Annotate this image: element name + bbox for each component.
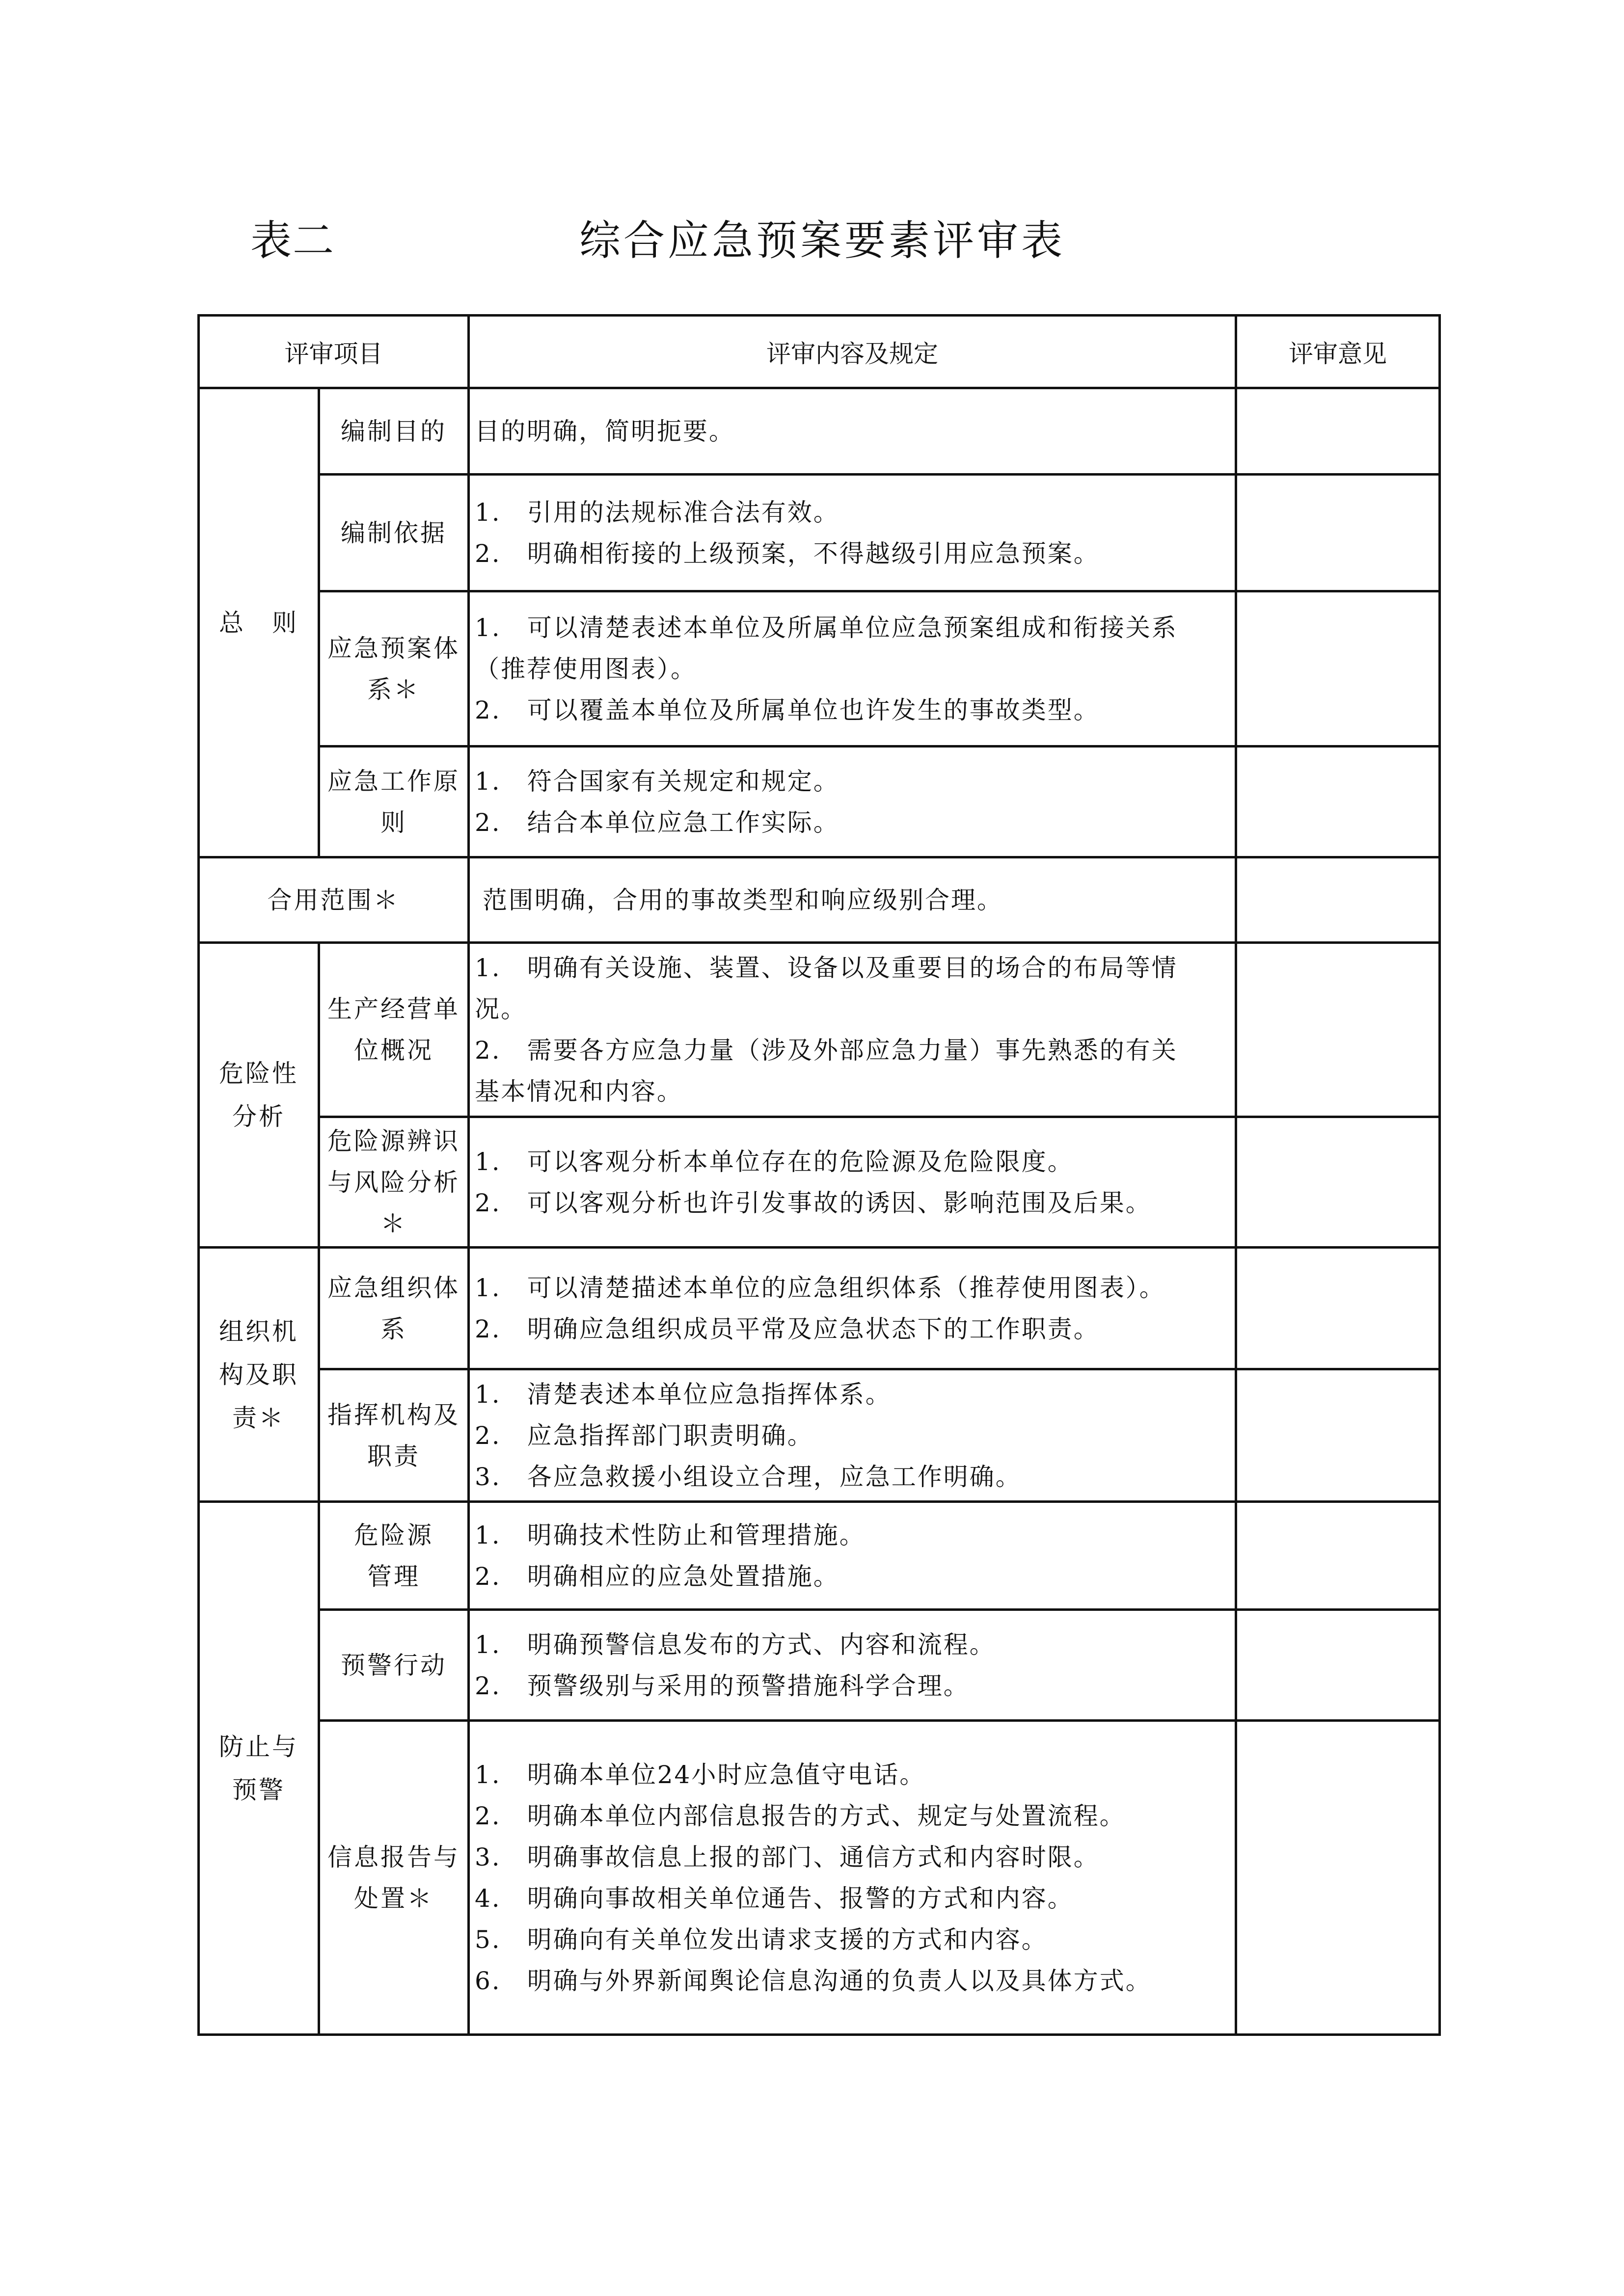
content-cell bbox=[469, 747, 1236, 857]
content-line: 1. 明确技术性防止和管理措施。 bbox=[475, 1521, 866, 1549]
table-row bbox=[199, 1502, 1440, 1610]
opinion-cell bbox=[1236, 1369, 1440, 1502]
content-cell bbox=[469, 1610, 1236, 1721]
content-line: 2. 明确相衔接的上级预案，不得越级引用应急预案。 bbox=[475, 539, 1100, 568]
content-line: 2. 明确相应的应急处置措施。 bbox=[475, 1562, 839, 1591]
table-title: 综合应急预案要素评审表 bbox=[579, 216, 1066, 265]
content-line: 目的明确，简明扼要。 bbox=[475, 417, 735, 446]
content-line: 1. 引用的法规标准合法有效。 bbox=[475, 498, 839, 527]
content-cell bbox=[469, 1248, 1236, 1369]
content-cell bbox=[469, 943, 1236, 1117]
opinion-cell bbox=[1236, 475, 1440, 591]
content-line: 4. 明确向事故相关单位通告、报警的方式和内容。 bbox=[475, 1884, 1074, 1913]
category-general: 总 则 bbox=[199, 388, 319, 857]
item-label: 应急组织体系 bbox=[319, 1248, 469, 1369]
content-line: 1. 明确预警信息发布的方式、内容和流程。 bbox=[475, 1630, 996, 1659]
opinion-cell bbox=[1236, 1610, 1440, 1721]
opinion-cell bbox=[1236, 1248, 1440, 1369]
opinion-cell bbox=[1236, 591, 1440, 747]
content-line: 6. 明确与外界新闻舆论信息沟通的负责人以及具体方式。 bbox=[475, 1966, 1152, 1995]
content-cell bbox=[469, 1502, 1236, 1610]
content-line: 况。 bbox=[475, 995, 527, 1023]
item-label: 编制目的 bbox=[319, 388, 469, 475]
content-line: 范围明确，合用的事故类型和响应级别合理。 bbox=[483, 885, 1003, 914]
content-line: 基本情况和内容。 bbox=[475, 1077, 683, 1106]
content-line: 1. 可以清楚表述本单位及所属单位应急预案组成和衔接关系 bbox=[475, 613, 1178, 642]
category-hazard: 危险性分析 bbox=[199, 943, 319, 1248]
item-label-scope: 合用范围＊ bbox=[199, 857, 469, 943]
content-line: 1. 可以清楚描述本单位的应急组织体系（推荐使用图表）。 bbox=[475, 1273, 1165, 1302]
table-row bbox=[199, 388, 1440, 475]
table-row bbox=[199, 475, 1440, 591]
table-row bbox=[199, 1369, 1440, 1502]
document-title bbox=[0, 211, 1624, 270]
opinion-cell bbox=[1236, 1117, 1440, 1248]
content-line: 1. 明确有关设施、装置、设备以及重要目的场合的布局等情 bbox=[475, 954, 1178, 982]
content-line: 2. 预警级别与采用的预警措施科学合理。 bbox=[475, 1671, 970, 1700]
content-cell bbox=[469, 1369, 1236, 1502]
content-cell bbox=[469, 857, 1236, 943]
opinion-cell bbox=[1236, 943, 1440, 1117]
opinion-cell bbox=[1236, 388, 1440, 475]
content-cell bbox=[469, 1721, 1236, 2035]
content-line: 2. 明确应急组织成员平常及应急状态下的工作职责。 bbox=[475, 1314, 1100, 1343]
content-line: 1. 清楚表述本单位应急指挥体系。 bbox=[475, 1380, 892, 1409]
table-row bbox=[199, 1721, 1440, 2035]
content-line: 1. 可以客观分析本单位存在的危险源及危险限度。 bbox=[475, 1147, 1074, 1176]
review-table bbox=[197, 314, 1441, 2036]
category-organization: 组织机构及职责＊ bbox=[199, 1248, 319, 1502]
item-label: 预警行动 bbox=[319, 1610, 469, 1721]
content-cell bbox=[469, 388, 1236, 475]
content-line: 1. 明确本单位24小时应急值守电话。 bbox=[475, 1760, 926, 1789]
opinion-cell bbox=[1236, 857, 1440, 943]
header-review-opinion: 评审意见 bbox=[1236, 316, 1440, 388]
opinion-cell bbox=[1236, 1721, 1440, 2035]
header-review-content: 评审内容及规定 bbox=[469, 316, 1236, 388]
item-label: 应急预案体系＊ bbox=[319, 591, 469, 747]
content-line: 2. 可以覆盖本单位及所属单位也许发生的事故类型。 bbox=[475, 695, 1100, 724]
content-cell bbox=[469, 475, 1236, 591]
content-line: 1. 符合国家有关规定和规定。 bbox=[475, 767, 839, 796]
content-line: 2. 明确本单位内部信息报告的方式、规定与处置流程。 bbox=[475, 1801, 1126, 1830]
table-row bbox=[199, 1248, 1440, 1369]
content-line: 2. 可以客观分析也许引发事故的诱因、影响范围及后果。 bbox=[475, 1188, 1152, 1217]
item-label: 危险源辨识与风险分析＊ bbox=[319, 1117, 469, 1248]
content-line: 2. 需要各方应急力量（涉及外部应急力量）事先熟悉的有关 bbox=[475, 1036, 1178, 1065]
table-row bbox=[199, 943, 1440, 1117]
content-line: 5. 明确向有关单位发出请求支援的方式和内容。 bbox=[475, 1925, 1048, 1954]
content-cell bbox=[469, 591, 1236, 747]
content-line: 2. 结合本单位应急工作实际。 bbox=[475, 808, 839, 837]
table-row bbox=[199, 1117, 1440, 1248]
category-prevention: 防止与预警 bbox=[199, 1502, 319, 2035]
header-row bbox=[199, 316, 1440, 388]
content-line: 3. 各应急救援小组设立合理，应急工作明确。 bbox=[475, 1462, 1022, 1491]
content-line: 3. 明确事故信息上报的部门、通信方式和内容时限。 bbox=[475, 1842, 1100, 1871]
table-row bbox=[199, 1610, 1440, 1721]
item-label: 信息报告与处置＊ bbox=[319, 1721, 469, 2035]
item-label: 危险源管理 bbox=[319, 1502, 469, 1610]
opinion-cell bbox=[1236, 747, 1440, 857]
item-label: 生产经营单位概况 bbox=[319, 943, 469, 1117]
item-label: 编制依据 bbox=[319, 475, 469, 591]
table-row bbox=[199, 747, 1440, 857]
table-number-label: 表二 bbox=[250, 216, 335, 265]
table-row bbox=[199, 857, 1440, 943]
item-label: 应急工作原则 bbox=[319, 747, 469, 857]
header-review-item: 评审项目 bbox=[199, 316, 469, 388]
item-label: 指挥机构及职责 bbox=[319, 1369, 469, 1502]
opinion-cell bbox=[1236, 1502, 1440, 1610]
content-line: （推荐使用图表）。 bbox=[475, 654, 697, 683]
content-line: 2. 应急指挥部门职责明确。 bbox=[475, 1421, 813, 1450]
table-row bbox=[199, 591, 1440, 747]
content-cell bbox=[469, 1117, 1236, 1248]
